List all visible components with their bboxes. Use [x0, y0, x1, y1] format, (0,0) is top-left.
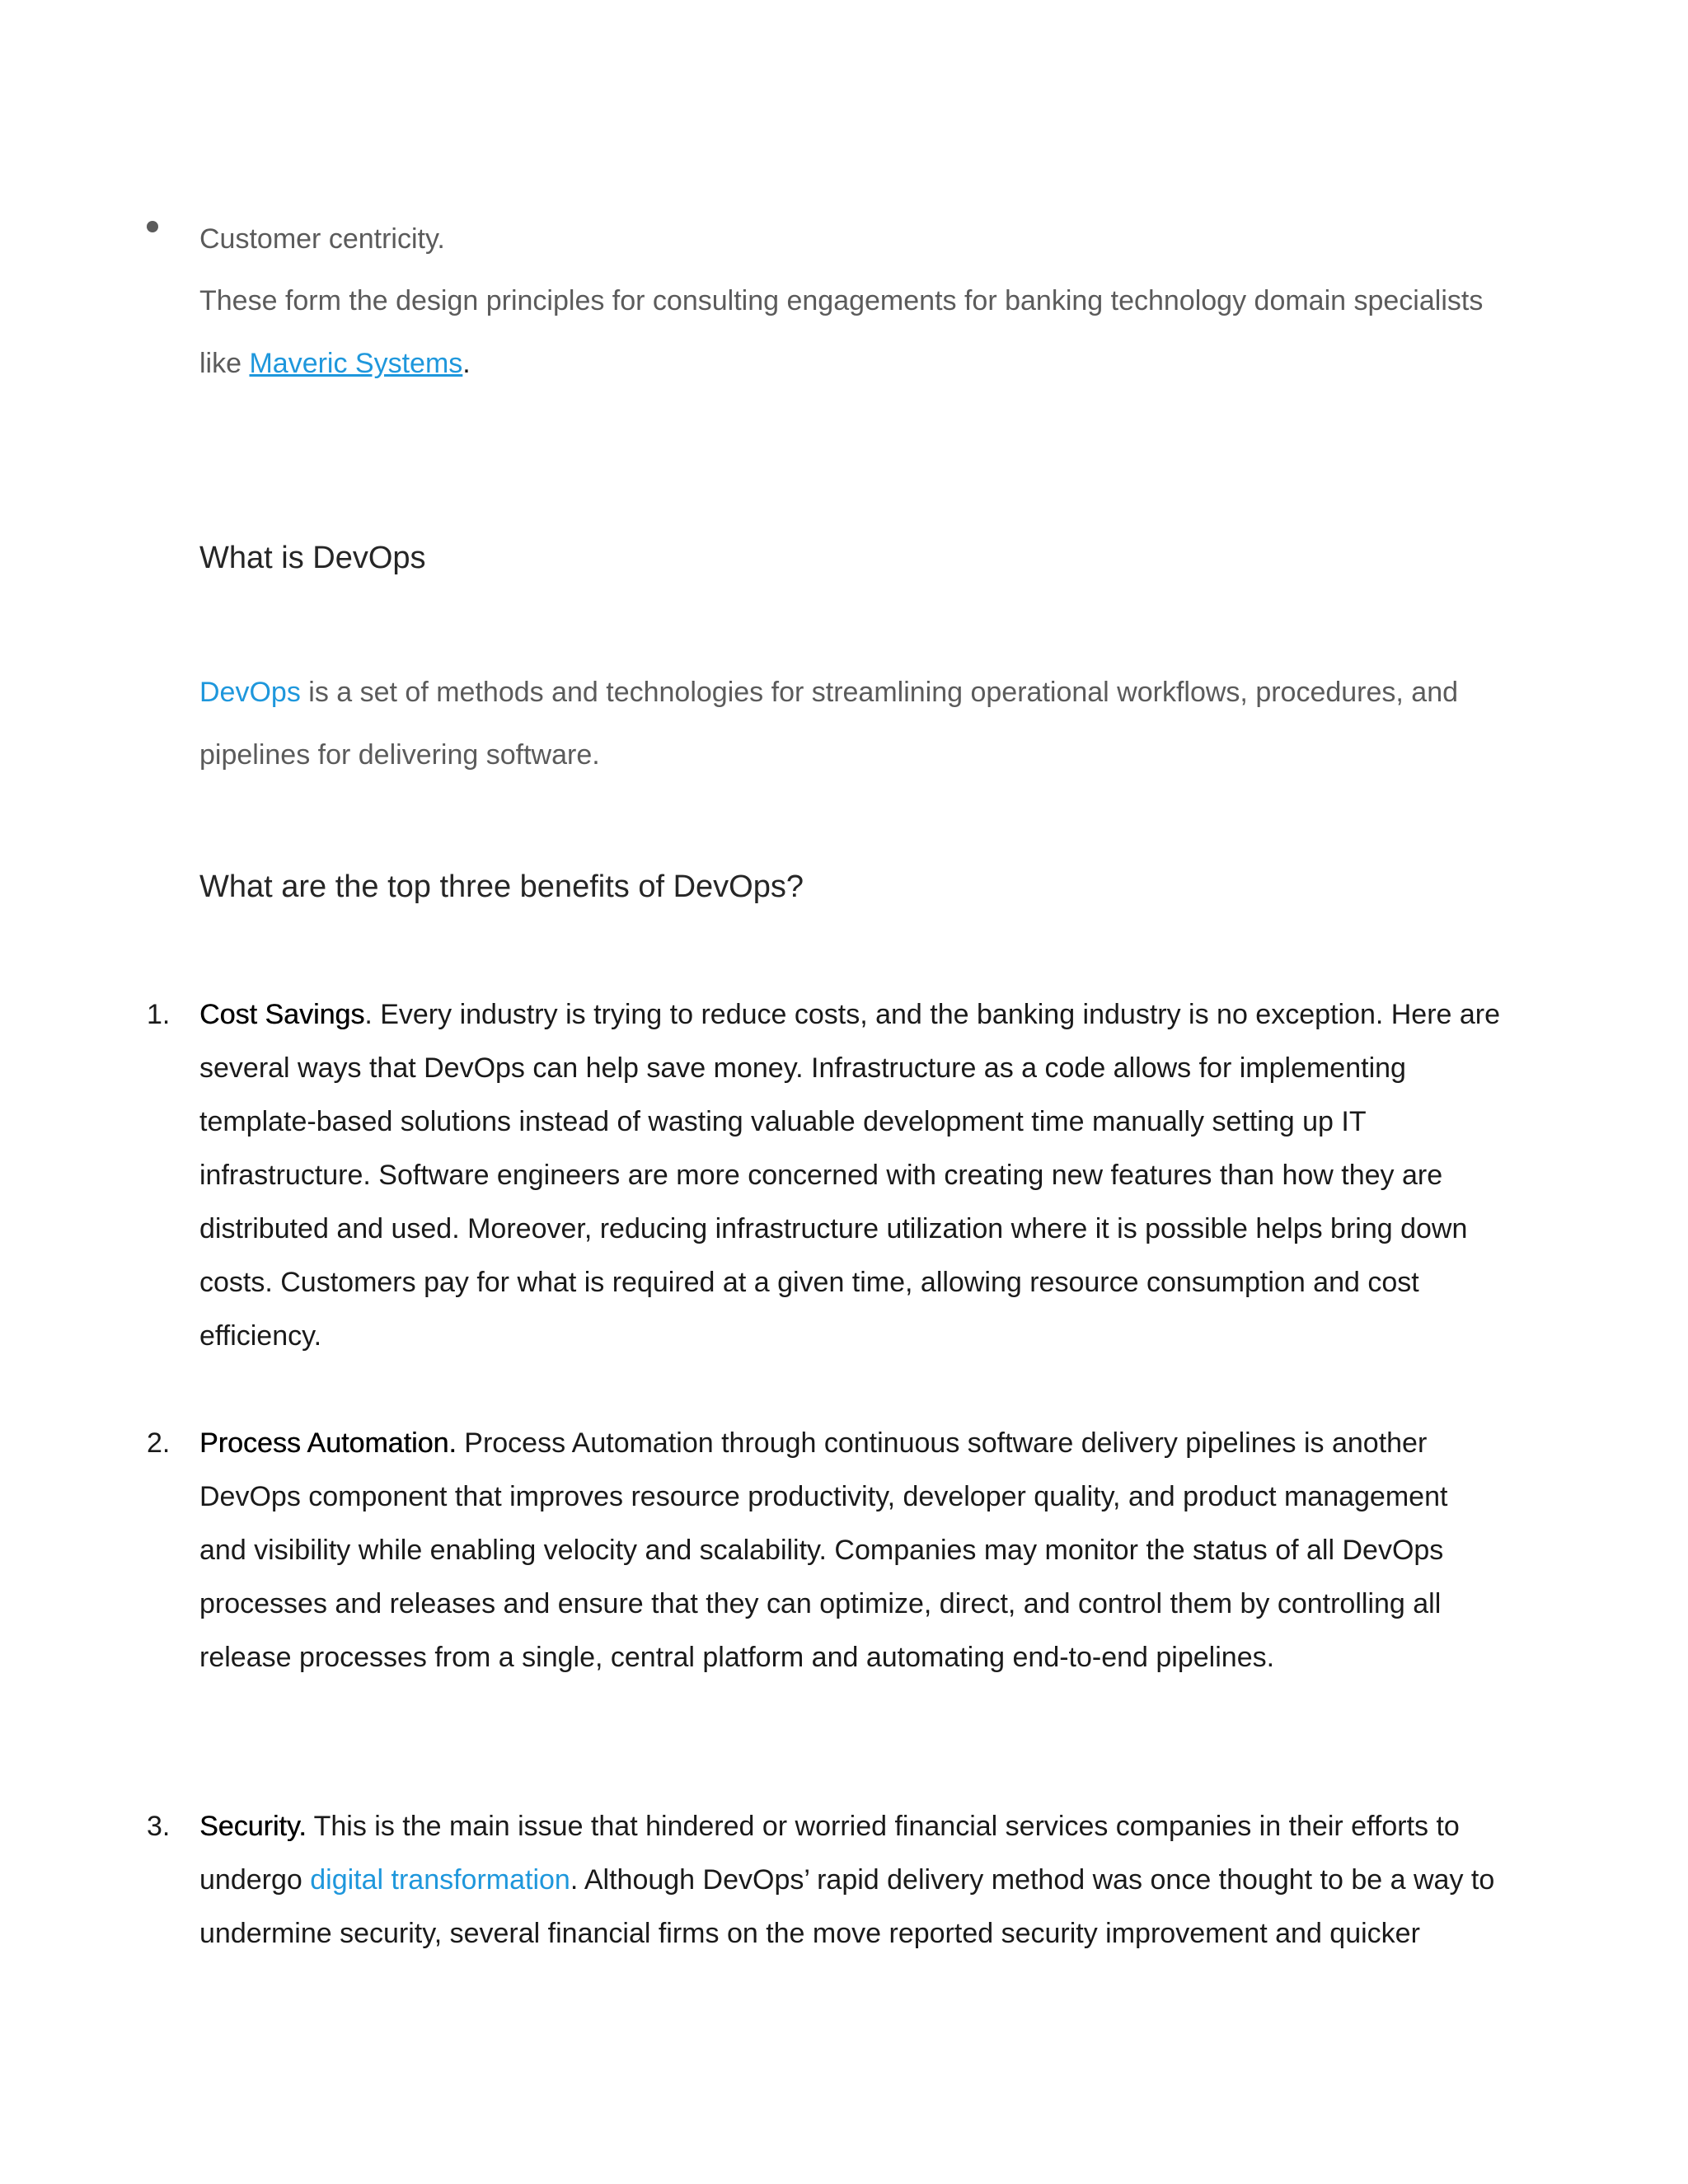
maveric-systems-link[interactable]: Maveric Systems — [249, 348, 463, 379]
benefit-item-process-automation — [199, 1417, 1502, 1685]
benefit-text-end: . Although DevOps’ rapid delivery method was once thought to be a way to undermine security, several financial firms on the move reported security improvement and quicker — [199, 1864, 1495, 1949]
benefit-text: . Every industry is trying to reduce costs, and the banking industry is no exception. Here are several ways that DevOps can help save money. Infrastructure as a code allows for implementing template-based solutions instead of wasting valuable development time manually setting up IT infrastructure. Software engineers are more concerned with creating new features than how they are distributed and used. Moreover, reducing infrastructure utilization where it is possible helps bring down costs. Customers pay for what is required at a given time, allowing resource consumption and cost efficiency. — [199, 999, 1501, 1352]
intro-paragraph — [199, 269, 1502, 395]
digital-transformation-link[interactable]: digital transformation — [310, 1864, 570, 1896]
benefit-text: Process Automation through continuous software delivery pipelines is another DevOps component that improves resource productivity, developer quality, and product management and visibility while enabling velocity and scalability. Companies may monitor the status of all DevOps processes and releases and ensure that they can optimize, direct, and control them by controlling all release processes from a single, central platform and automating end-to-end pipelines. — [199, 1427, 1448, 1673]
intro-text-end: . — [462, 348, 471, 379]
benefit-title: Process Automation. — [199, 1427, 457, 1459]
benefit-item-security — [199, 1800, 1502, 1961]
heading-text: What are the top three benefits of DevOps? — [199, 869, 804, 904]
section-heading-what-is-devops — [199, 537, 1502, 579]
benefit-item-cost-savings — [199, 988, 1502, 1363]
list-number-2: 2. — [147, 1427, 171, 1459]
bullet-item — [199, 208, 1502, 270]
devops-link[interactable]: DevOps — [199, 677, 301, 708]
devops-definition-text: is a set of methods and technologies for streamlining operational workflows, procedures, and pipelines for delivering software. — [199, 677, 1459, 771]
heading-text: What is DevOps — [199, 541, 426, 575]
list-number-3: 3. — [147, 1811, 171, 1842]
section-heading-benefits — [199, 866, 1502, 907]
list-number-1: 1. — [147, 999, 171, 1030]
benefit-title: Cost Savings — [199, 999, 365, 1030]
devops-definition-paragraph — [199, 661, 1502, 786]
benefit-text: This is the main issue that hindered or worried financial services companies in their efforts to undergo — [199, 1811, 1460, 1896]
bullet-item-text: Customer centricity. — [199, 223, 445, 255]
benefit-title: Security. — [199, 1811, 307, 1842]
intro-text: These form the design principles for consulting engagements for banking technology domain specialists like — [199, 285, 1484, 379]
bullet-marker — [147, 221, 158, 232]
